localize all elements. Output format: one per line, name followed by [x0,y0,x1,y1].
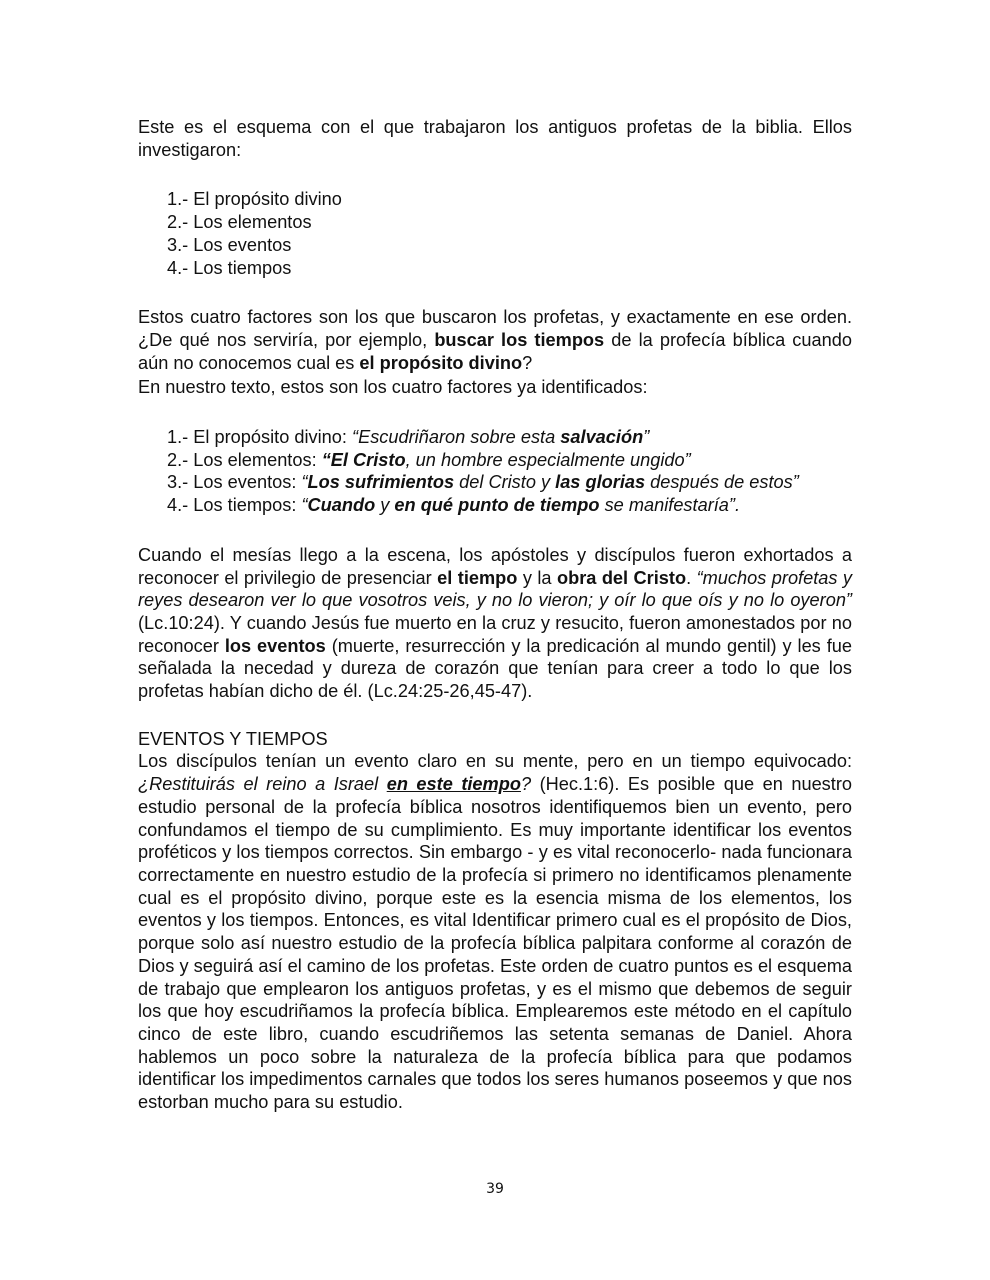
text-run: Estos cuatro factores son los que buscaron los profetas, y exactamente en ese orden. ¿De qué nos serviría, por ejemplo, [138,307,852,350]
list-item [167,426,852,449]
italic-run: , un hombre especialmente ungido” [405,449,691,470]
bold-phrase: el tiempo [437,567,518,588]
text-run: En nuestro texto, estos son los cuatro factores ya identificados: [138,377,648,398]
bold-underlined-phrase: en este tiempo [386,774,521,795]
text-run: (Hec.1:6). Es posible que en nuestro estudio personal de la profecía bíblica nosotros identifiquemos bien un evento, pero confundamos el tiempo de su cumplimiento. Es muy importante identificar los eventos proféticos y los tiempos correctos. Sin embargo - y es vital reconocerlo- nada funcionara correctamente en nuestro estudio de la profecía si primero no identificamos plenamente cual es el propósito divino, porque este es la esencia misma de los elementos, los eventos y los tiempos. Entonces, es vital Identificar primero cual es el propósito de Dios, porque solo así nuestro estudio de la profecía bíblica palpitara conforme al corazón de Dios y seguirá así el camino de los profetas. Este orden de cuatro puntos es el esquema de trabajo que emplearon los antiguos profetas, y es el mismo que debemos de seguir los que hoy escudriñamos la profecía bíblica. Emplearemos este método en el capítulo cinco de este libro, cuando escudriñemos las setenta semanas de Daniel. Ahora hablemos un poco sobre la naturaleza de la profecía bíblica para que podamos identificar los impedimentos carnales que todos los seres humanos poseemos y que nos estorban mucho para su estudio. [138,774,853,1113]
text-run: de la profecía bíblica cuando aún no conocemos cual es [138,329,852,373]
bold-phrase: los eventos [224,635,326,656]
bold-italic-run: las glorias [555,472,646,493]
text-run: y la [517,567,557,588]
bold-italic-run: Cuando [307,495,376,516]
text-run: . [686,567,697,588]
italic-run: ” [643,427,650,448]
paragraph-intro [138,116,852,161]
paragraph-events-times [138,750,852,1113]
page-number: 39 [486,1181,504,1197]
italic-run: del Cristo y [454,472,556,493]
section-heading: EVENTOS Y TIEMPOS [138,728,328,749]
list-item [167,494,852,517]
bold-phrase: buscar los tiempos [434,329,605,350]
bold-phrase: obra del Cristo [556,567,687,588]
bold-italic-run: salvación [560,427,644,448]
text-run: 1.- El propósito divino: [167,427,353,448]
list-item [167,449,852,472]
text-run: Los discípulos tenían un evento claro en su mente, pero en un tiempo equivocado: [138,751,852,772]
list-item: 3.- Los eventos [167,234,292,255]
list-item: 1.- El propósito divino [167,189,342,210]
text-run: ? [522,352,533,373]
italic-run: “ [301,472,308,493]
factor-list [138,188,852,279]
text-run: 3.- Los eventos: [167,472,302,493]
italic-run: y [375,495,395,516]
italic-quote: ? [520,774,532,795]
list-item: 2.- Los elementos [167,212,312,233]
paragraph-text: Este es el esquema con el que trabajaron los antiguos profetas de la biblia. Ellos investigaron: [138,117,852,160]
paragraph-identified [138,376,852,399]
bold-italic-run: Los sufrimientos [307,472,455,493]
text-run: (Lc.10:24). Y cuando Jesús fue muerto en la cruz y resucito, fueron amonestados por no reconocer [138,612,852,656]
list-item: 4.- Los tiempos [167,257,292,278]
italic-run: “ [301,495,308,516]
document-body [138,116,852,1114]
list-item [167,471,852,494]
italic-run: después de estos” [645,472,799,493]
text-run: Cuando el mesías llego a la escena, los apóstoles y discípulos fueron exhortados a reconocer el privilegio de presenciar [138,544,852,588]
identified-factor-list [138,426,852,517]
italic-quote: ¿Restituirás el reino a Israel [138,774,387,795]
paragraph-messiah [138,544,852,703]
italic-run: se manifestaría”. [599,495,741,516]
text-run: (muerte, resurrección y la predicación al mundo gentil) y les fue señalada la necedad y dureza de corazón que tenían para creer a todo lo que los profetas habían dicho de él. (Lc.24:25-26,45-47). [138,635,852,702]
bold-italic-run: en qué punto de tiempo [394,495,600,516]
italic-run: “Escudriñaron sobre esta [352,427,561,448]
text-run: 2.- Los elementos: [167,449,322,470]
bold-italic-run: “El Cristo [321,449,406,470]
bold-phrase: el propósito divino [359,352,523,373]
text-run: 4.- Los tiempos: [167,495,302,516]
italic-quote: “muchos profetas y reyes desearon ver lo que vosotros veis, y no lo vieron; y oír lo que oís y no lo oyeron” [138,567,853,611]
paragraph-factors [138,306,852,374]
